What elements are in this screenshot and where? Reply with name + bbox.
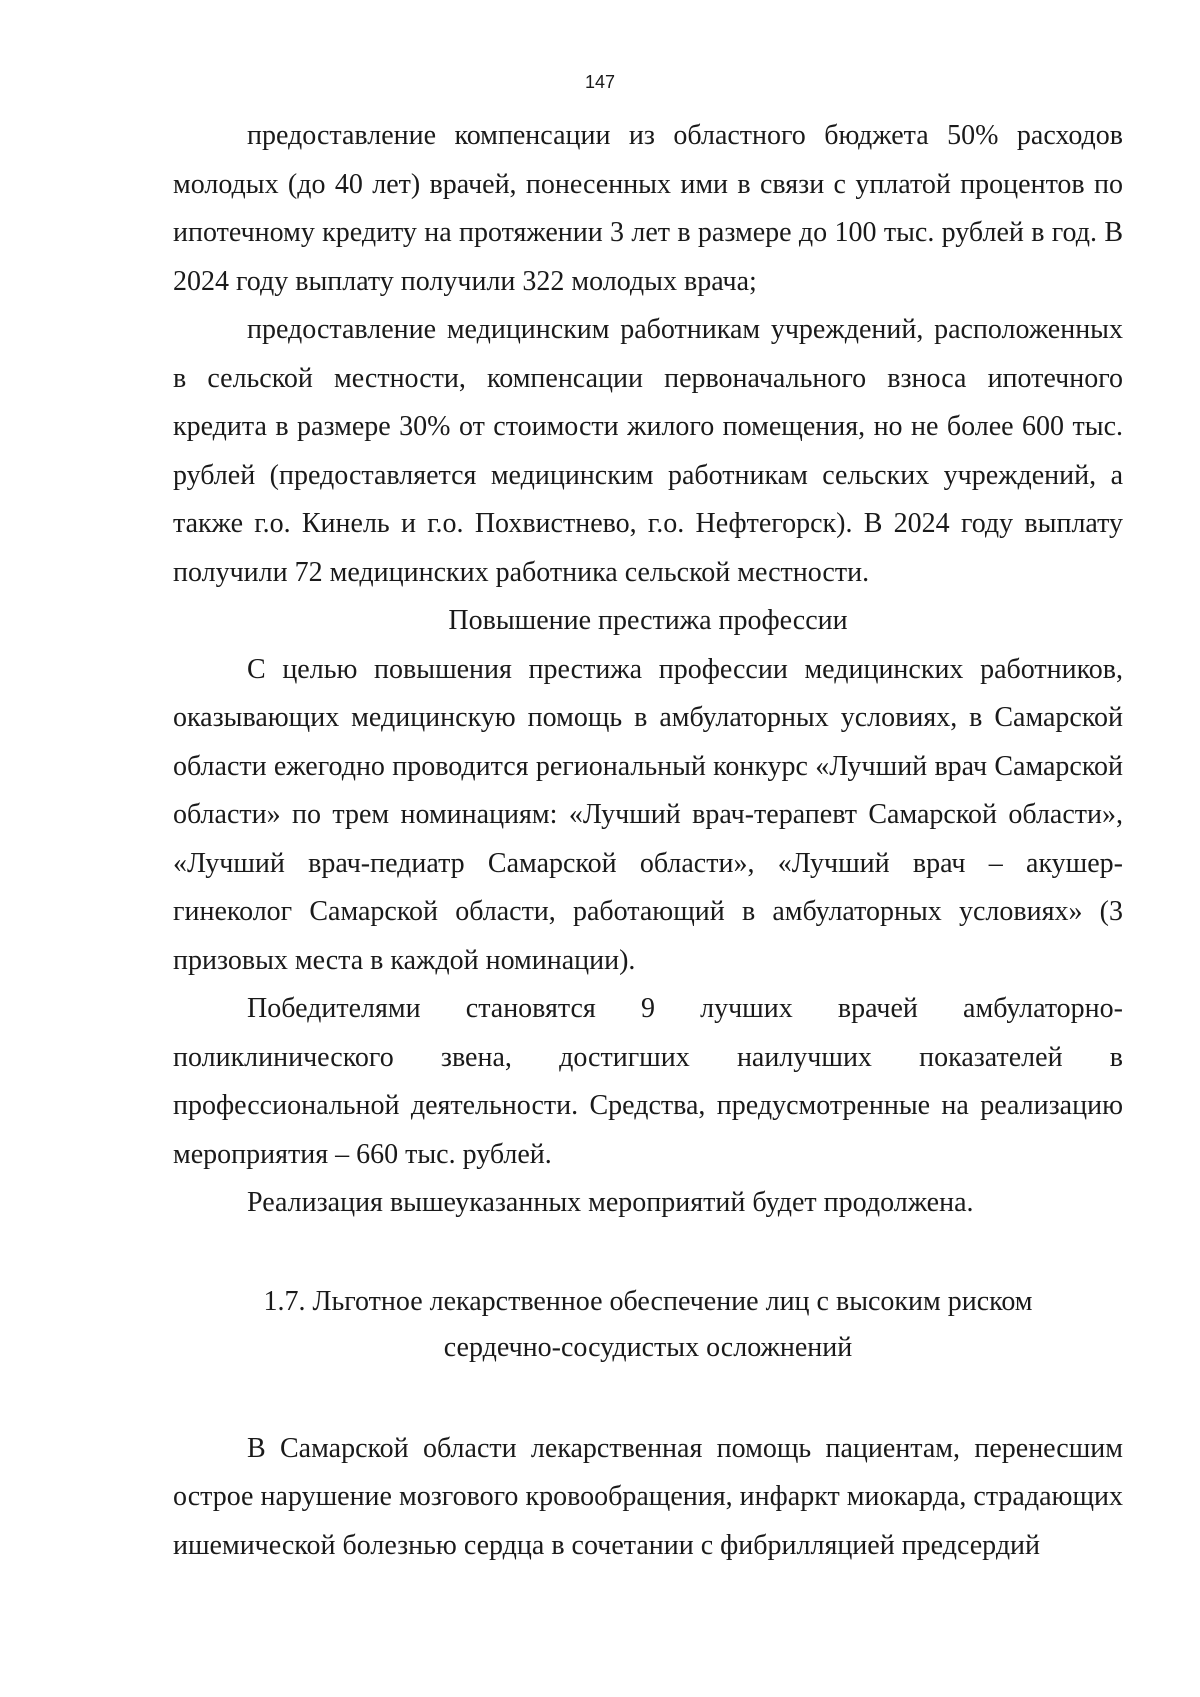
section-heading-line1: 1.7. Льготное лекарственное обеспечение лиц с высоким риском xyxy=(263,1285,1033,1317)
paragraph-continuation: Реализация вышеуказанных мероприятий будет продолжена. xyxy=(247,1187,974,1218)
paragraph-mortgage-interest-compensation: предоставление компенсации из областного бюджета 50% расходов молодых (до 40 лет) врачей, понесенных ими в связи с уплатой процентов по ипотечному кредиту на протяжении 3 лет в размере до 100 тыс. рублей в год. В 2024 году выплату получили 322 молодых врача; xyxy=(173,120,1123,297)
paragraph-contest-winners: Победителями становятся 9 лучших врачей амбулаторно-поликлинического звена, достигших наилучших показателей в профессиональной деятельности. Средства, предусмотренные на реализацию мероприятия – 660 тыс. рублей. xyxy=(173,993,1123,1170)
paragraph-drug-provision: В Самарской области лекарственная помощь пациентам, перенесшим острое нарушение мозгового кровообращения, инфаркт миокарда, страдающих ишемической болезнью сердца в сочетании с фибрилляцией предсердий xyxy=(173,1432,1123,1561)
section-heading xyxy=(173,1279,1123,1371)
paragraph-rural-down-payment-compensation: предоставление медицинским работникам учреждений, расположенных в сельской местности, компенсации первоначального взноса ипотечного кредита в размере 30% от стоимости жилого помещения, но не более 600 тыс. рублей (предоставляется медицинским работникам сельских учреждений, а также г.о. Кинель и г.о. Похвистнево, г.о. Нефтегорск). В 2024 году выплату получили 72 медицинских работника сельской местности. xyxy=(173,314,1123,588)
subheading-profession-prestige: Повышение престижа профессии xyxy=(448,605,848,636)
section-heading-line2: сердечно-сосудистых осложнений xyxy=(443,1331,853,1363)
page-content xyxy=(173,112,1123,1570)
paragraph-best-doctor-contest: С целью повышения престижа профессии медицинских работников, оказывающих медицинскую помощь в амбулаторных условиях, в Самарской области ежегодно проводится региональный конкурс «Лучший врач Самарской области» по трем номинациям: «Лучший врач-терапевт Самарской области», «Лучший врач-педиатр Самарской области», «Лучший врач – акушер-гинеколог Самарской области, работающий в амбулаторных условиях» (3 призовых места в каждой номинации). xyxy=(173,653,1123,976)
page-number: 147 xyxy=(584,72,616,92)
